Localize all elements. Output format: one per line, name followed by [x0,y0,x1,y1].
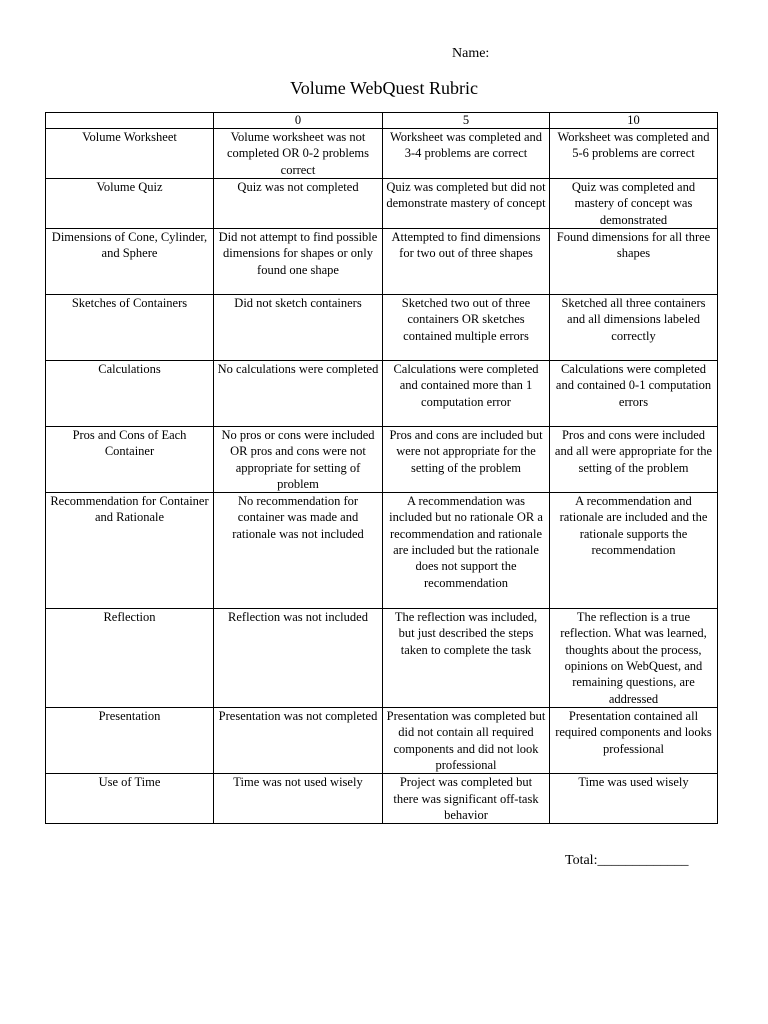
page-title: Volume WebQuest Rubric [290,78,478,98]
criterion-cell: Sketches of Containers [46,295,214,361]
criterion-cell: Dimensions of Cone, Cylinder, and Sphere [46,229,214,295]
score-10-cell: Time was used wisely [550,774,718,824]
criterion-column-header [46,113,214,129]
score-5-cell: Worksheet was completed and 3-4 problems are correct [383,129,550,179]
table-row [46,361,718,427]
table-row [46,708,718,774]
score-0-cell: Presentation was not completed [214,708,383,774]
name-label: Name: [452,46,490,61]
score-10-cell: Sketched all three containers and all dimensions labeled correctly [550,295,718,361]
score-0-cell: No calculations were completed [214,361,383,427]
table-row [46,427,718,493]
criterion-cell: Use of Time [46,774,214,824]
criterion-cell: Calculations [46,361,214,427]
score-10-cell: A recommendation and rationale are included and the rationale supports the recommendation [550,493,718,609]
score-0-cell: Reflection was not included [214,609,383,708]
score-0-cell: No pros or cons were included OR pros and cons were not appropriate for setting of problem [214,427,383,493]
score-5-cell: Sketched two out of three containers OR sketches contained multiple errors [383,295,550,361]
table-row [46,229,718,295]
score-10-cell: Calculations were completed and contained 0-1 computation errors [550,361,718,427]
score-5-cell: Presentation was completed but did not contain all required components and did not look professional [383,708,550,774]
table-row [46,129,718,179]
table-row [46,179,718,229]
score-0-cell: Volume worksheet was not completed OR 0-2 problems correct [214,129,383,179]
score-0-cell: Quiz was not completed [214,179,383,229]
criterion-cell: Volume Quiz [46,179,214,229]
score-0-column-header: 0 [214,113,383,129]
score-5-cell: The reflection was included, but just described the steps taken to complete the task [383,609,550,708]
table-row [46,609,718,708]
score-5-cell: Attempted to find dimensions for two out of three shapes [383,229,550,295]
score-0-cell: No recommendation for container was made and rationale was not included [214,493,383,609]
criterion-cell: Volume Worksheet [46,129,214,179]
rubric-header-row [46,113,718,129]
criterion-cell: Presentation [46,708,214,774]
score-10-cell: Worksheet was completed and 5-6 problems are correct [550,129,718,179]
score-0-cell: Time was not used wisely [214,774,383,824]
criterion-cell: Recommendation for Container and Rationale [46,493,214,609]
score-10-cell: The reflection is a true reflection. What was learned, thoughts about the process, opinions on WebQuest, and remaining questions, are addressed [550,609,718,708]
score-10-cell: Quiz was completed and mastery of concept was demonstrated [550,179,718,229]
table-row [46,774,718,824]
rubric-table [45,112,718,824]
score-10-cell: Found dimensions for all three shapes [550,229,718,295]
score-10-column-header: 10 [550,113,718,129]
table-row [46,295,718,361]
score-5-cell: Project was completed but there was significant off-task behavior [383,774,550,824]
score-5-cell: Calculations were completed and contained more than 1 computation error [383,361,550,427]
score-0-cell: Did not attempt to find possible dimensions for shapes or only found one shape [214,229,383,295]
criterion-cell: Pros and Cons of Each Container [46,427,214,493]
total-label: Total:_____________ [565,853,689,868]
score-5-cell: Pros and cons are included but were not appropriate for the setting of the problem [383,427,550,493]
score-0-cell: Did not sketch containers [214,295,383,361]
score-10-cell: Presentation contained all required components and looks professional [550,708,718,774]
score-5-cell: A recommendation was included but no rationale OR a recommendation and rationale are included but the rationale does not support the recommendation [383,493,550,609]
score-5-column-header: 5 [383,113,550,129]
table-row [46,493,718,609]
score-10-cell: Pros and cons were included and all were appropriate for the setting of the problem [550,427,718,493]
criterion-cell: Reflection [46,609,214,708]
score-5-cell: Quiz was completed but did not demonstrate mastery of concept [383,179,550,229]
